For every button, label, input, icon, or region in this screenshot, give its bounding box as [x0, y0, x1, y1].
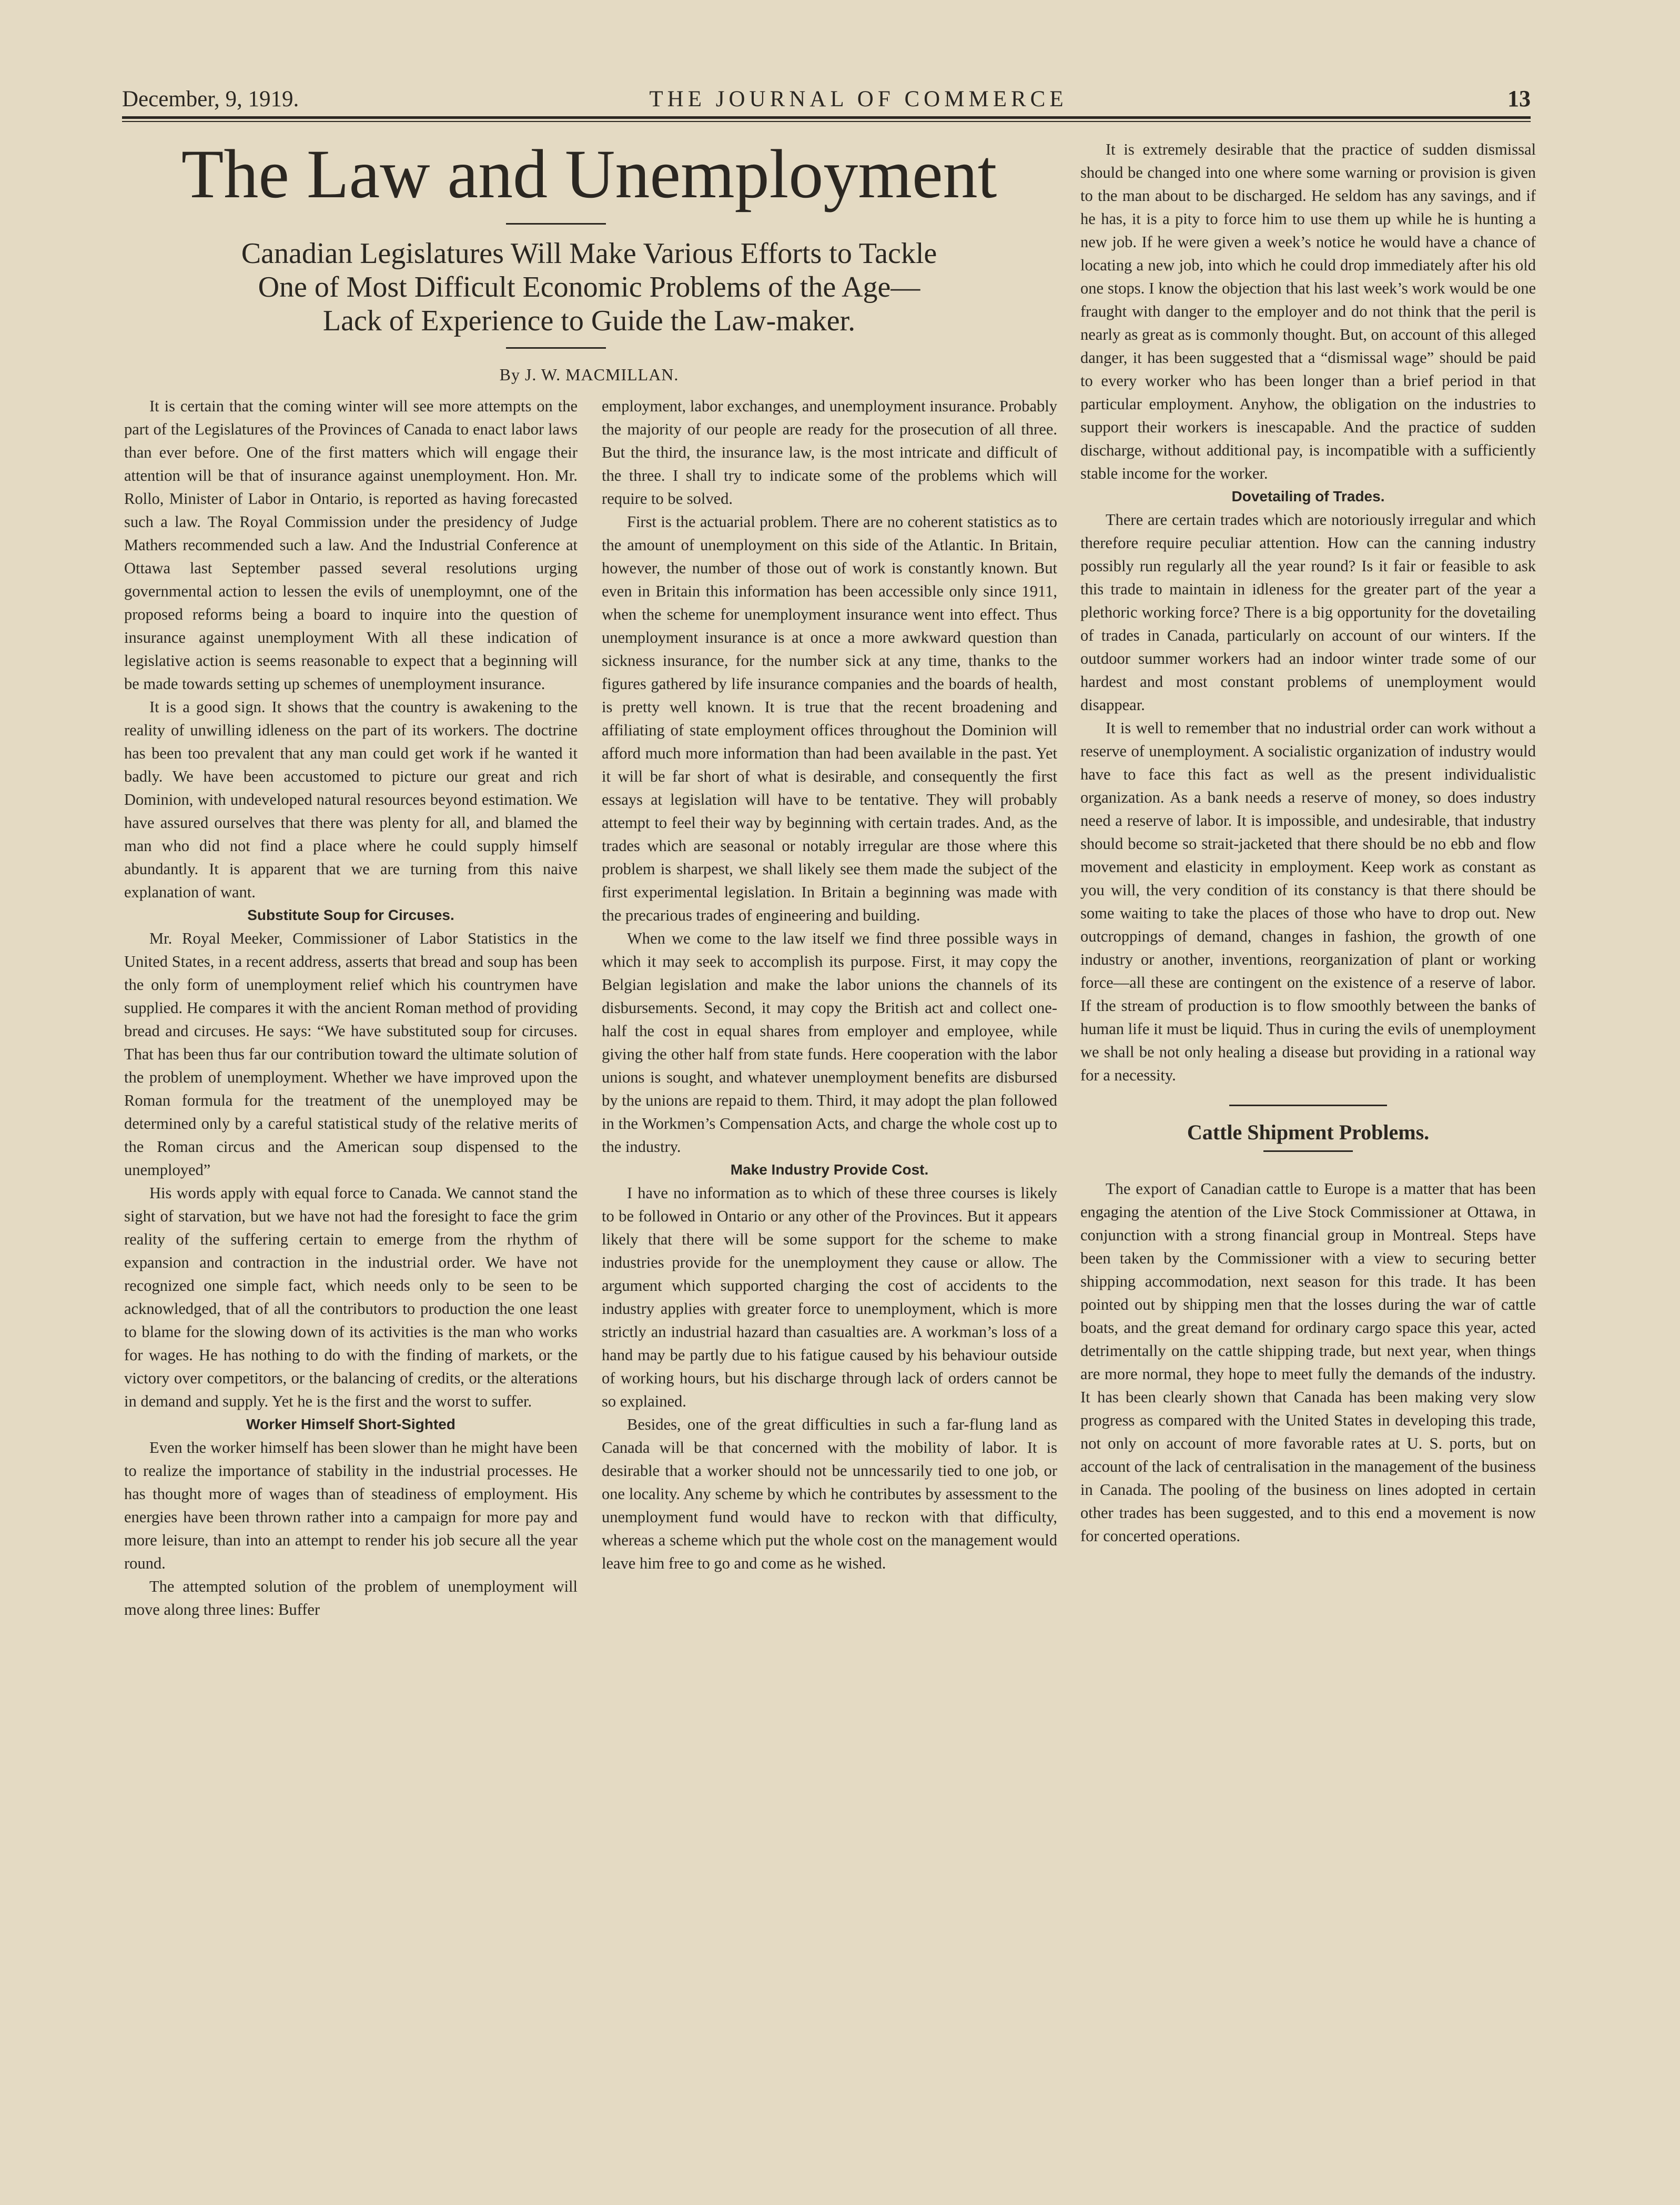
paragraph: It is a good sign. It shows that the country is awakening to the reality of unwilling idleness on the part of its workers. The doctrine has been too prevalent that any man could get work if he wanted it badly. We have been accustomed to picture our great and rich Dominion, with undeveloped natural resources beyond estimation. We have assured ourselves that there was plenty for all, and blamed the man who did not find a place where he could supply himself abundantly. It is apparent that we are turning from this naive explanation of want.: [124, 698, 578, 901]
paragraph: Mr. Royal Meeker, Commissioner of Labor Statistics in the United States, in a recent address, asserts that bread and soup has been the only form of unemployment relief which his countrymen have supplied. He compares it with the ancient Roman method of providing bread and circuses. He says: “We have substituted soup for circuses. That has been thus far our contribution toward the ultimate solution of the problem of unemployment. Whether we have improved upon the Roman formula for the treatment of the unemployed may be determined only by a careful statistical study of the relative merits of the Roman circus and the American soup dispensed to the unemployed”: [124, 929, 578, 1179]
subtitle-line: Lack of Experience to Guide the Law-maker.: [322, 305, 856, 337]
article-subtitle: [122, 237, 1056, 338]
paragraph: Even the worker himself has been slower than he might have been to realize the importance of stability in the industrial processes. He has thought more of wages than of steadiness of employment. His energies have been thrown rather into a campaign for more pay and more leisure, than into an attempt to render his job secure all the year round.: [124, 1439, 578, 1572]
column-3: [1080, 138, 1536, 1547]
subtitle-separator: [506, 347, 606, 349]
section-heading: Substitute Soup for Circuses.: [247, 907, 454, 923]
section-heading: Dovetailing of Trades.: [1231, 488, 1385, 504]
paragraph: I have no information as to which of these three courses is likely to be followed in Ontario or any other of the Provinces. But it appears likely that there will be some support for the scheme to make industries provide for the unemployment they cause or allow. The argument which supported charging the cost of accidents to the industry applies with greater force to unemployment, which is more strictly an industrial hazard than casualties are. A workman’s loss of a hand may be partly due to his fatigue caused by his behaviour outside of working hours, but his discharge through lack of orders cannot be so explained.: [602, 1184, 1057, 1410]
journal-name: THE JOURNAL OF COMMERCE: [649, 87, 1068, 112]
page-header: [122, 83, 1531, 120]
byline: By J. W. MACMILLAN.: [499, 365, 679, 384]
subtitle-line: One of Most Difficult Economic Problems of the Age—: [258, 271, 920, 304]
section-heading: Worker Himself Short-Sighted: [246, 1416, 456, 1432]
subtitle-line: Canadian Legislatures Will Make Various Efforts to Tackle: [241, 237, 937, 270]
column-1: [124, 395, 578, 1621]
section-heading: Make Industry Provide Cost.: [730, 1161, 929, 1178]
paragraph: His words apply with equal force to Canada. We cannot stand the sight of starvation, but we have not had the foresight to face the grim reality of the suffering certain to emerge from the rhythm of expansion and contraction in the industrial order. We have not recognized one simple fact, which needs only to be seen to be acknowledged, that of all the contributors to production the one least to blame for the slowing down of its activities is the man who works for wages. He has nothing to do with the finding of markets, or the victory over competitors, or the balancing of credits, or the alterations in demand and supply. Yet he is the first and the worst to suffer.: [124, 1184, 578, 1410]
article-title: The Law and Unemployment: [181, 135, 997, 213]
paragraph: First is the actuarial problem. There are no coherent statistics as to the amount of unemployment on this side of the Atlantic. In Britain, however, the number of those out of work is constantly known. But even in Britain this information has been accessible only since 1911, when the scheme for unemployment insurance went into effect. Thus unemployment insurance is at once a more awkward question than sickness insurance, for the number sick at any time, thanks to the figures gathered by life insurance companies and the boards of health, is pretty well known. It is true that the recent broadening and affiliating of state employment offices throughout the Dominion will afford much more information than had been available in the past. Yet it will be far short of what is desirable, and consequently the first essays at legislation will have to be tentative. They will probably attempt to feel their way by beginning with certain trades. And, as the trades which are seasonal or notably irregular are those where this problem is sharpest, we shall likely see them made the subject of the first experimental legislation. In Britain a beginning was made with the precarious trades of engineering and building.: [602, 513, 1057, 924]
article-separator: [1229, 1105, 1387, 1106]
cattle-article-title: Cattle Shipment Problems.: [1187, 1120, 1430, 1144]
paragraph: Besides, one of the great difficulties in such a far-flung land as Canada will be that concerned with the mobility of labor. It is desirable that a worker should not be unncessarily tied to one job, or one locality. Any scheme by which he contributes by assessment to the unemployment fund would have to reckon with that difficulty, whereas a scheme which put the whole cost on the management would leave him free to go and come as he wished.: [602, 1415, 1057, 1572]
paragraph: It is extremely desirable that the practice of sudden dismissal should be changed into one where some warning or provision is given to the man about to be discharged. He seldom has any savings, and if he has, it is a pity to force him to use them up while he is hunting a new job. If he were given a week’s notice he would have a chance of locating a new job, into which he could drop immediately after his old one stops. I know the objection that his last week’s work would be one fraught with danger to the employer and do not think that the peril is nearly as great as is commonly thought. But, on account of this alleged danger, it has been suggested that a “dismissal wage” should be paid to every worker who has been longer than a brief period in that particular employment. Anyhow, the obligation on the industries to support their workers is inescapable. And the practice of sudden discharge, without additional pay, is incompatible with a sufficiently stable income for the worker.: [1080, 140, 1536, 482]
paragraph: When we come to the law itself we find three possible ways in which it may seek to accomplish its purpose. First, it may copy the Belgian legislation and make the labor unions the channels of its disbursements. Second, it may copy the British act and collect one-half the cost in equal shares from employer and employee, while giving the other half from state funds. Here cooperation with the labor unions is sought, and whatever unemployment benefits are disbursed by the unions are repaid to them. Third, it may adopt the plan followed in the Workmen’s Compensation Acts, and charge the whole cost up to the industry.: [602, 929, 1057, 1156]
column-2: [602, 395, 1057, 1575]
paragraph: It is certain that the coming winter will see more attempts on the part of the Legislatures of the Provinces of Canada to enact labor laws than ever before. One of the first matters which will engage their attention will be that of insurance against unemployment. Hon. Mr. Rollo, Minister of Labor in Ontario, is reported as having forecasted such a law. The Royal Commission under the presidency of Judge Mathers recommended such a law. And the Industrial Conference at Ottawa last September passed several resolutions urging governmental action to lessen the evils of unemploymnt, one of the proposed reforms being a board to inquire into the question of insurance against unemployment With all these indication of legislative action is seems reasonable to expect that a beginning will be made towards setting up schemes of unemployment insurance.: [124, 397, 578, 693]
paragraph: The export of Canadian cattle to Europe is a matter that has been engaging the atention of the Live Stock Commissioner at Ottawa, in conjunction with a strong financial group in Montreal. Steps have been taken by the Commissioner with a view to securing better shipping accommodation, next season for this trade. It has been pointed out by shipping men that the losses during the war of cattle boats, and the great demand for ordinary cargo space this year, acted detrimentally on the cattle shipping trade, but next year, when things are more normal, they hope to meet fully the demands of the industry. It has been clearly shown that Canada has been making very slow progress as compared with the United States in developing this trade, not only on account of more favorable rates at U. S. ports, but on account of the lack of centralisation in the management of the business in Canada. The pooling of the business on lines adopted in certain other trades has been suggested, and to this end a movement is now for concerted operations.: [1080, 1180, 1536, 1545]
paragraph: employment, labor exchanges, and unemployment insurance. Probably the majority of our people are ready for the prosecution of all three. But the third, the insurance law, is the most intricate and difficult of the three. I shall try to indicate some of the problems which will require to be solved.: [602, 397, 1057, 508]
header-rule-thin: [122, 121, 1531, 122]
issue-date: December, 9, 1919.: [122, 87, 299, 112]
page-number: 13: [1507, 86, 1531, 112]
title-separator: [506, 223, 606, 225]
paragraph: The attempted solution of the problem of unemployment will move along three lines: Buffer: [124, 1577, 578, 1619]
cattle-title-separator: [1263, 1150, 1353, 1152]
paragraph: There are certain trades which are notoriously irregular and which therefore require peculiar attention. How can the canning industry possibly run regularly all the year round? Is it fair or feasible to ask this trade to maintain in idleness for the greater part of the year a plethoric working force? There is a big opportunity for the dovetailing of trades in Canada, particularly on account of our winters. If the outdoor summer workers had an indoor winter trade some of our hardest and most constant problems of unemployment would disappear.: [1080, 511, 1536, 714]
header-rule: [122, 116, 1531, 119]
paragraph: It is well to remember that no industrial order can work without a reserve of unemployment. A socialistic organization of industry would have to face this fact as well as the present individualistic organization. As a bank needs a reserve of money, so does industry need a reserve of labor. It is impossible, and undesirable, that industry should become so strait-jacketed that there should be no ebb and flow movement and elasticity in employment. Keep work as constant as you will, the very condition of its constancy is that there should be some waiting to take the places of those who have to drop out. New outcroppings of demand, changes in fashion, the growth of one industry or another, inventions, reorganization of plant or working force—all these are contingent on the existence of a reserve of labor. If the stream of production is to flow smoothly between the banks of human life it must be liquid. Thus in curing the evils of unemployment we shall be not only healing a disease but providing in a rational way for a necessity.: [1080, 719, 1536, 1084]
